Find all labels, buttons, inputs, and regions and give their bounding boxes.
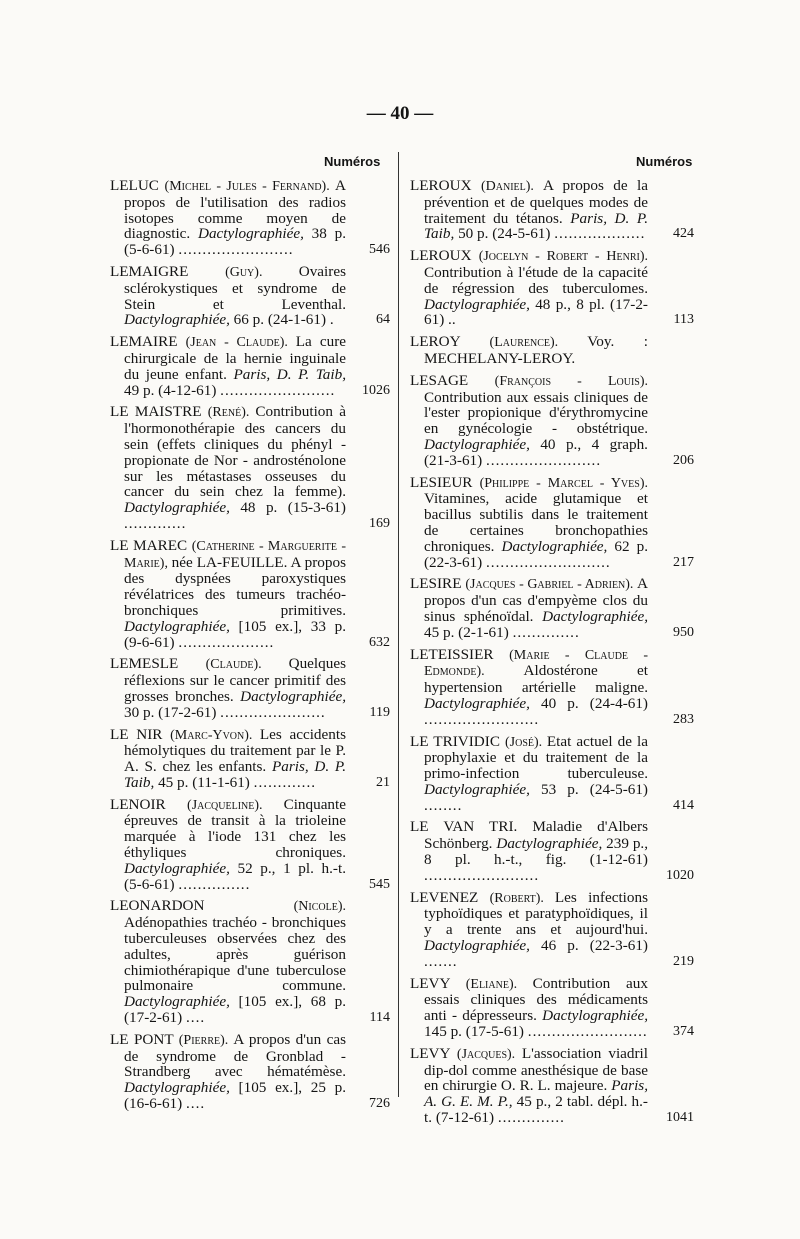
entry-number: 21	[376, 774, 390, 790]
right-column	[410, 178, 694, 1132]
thesis-title: A propos de la prévention et de quelques modes de traitement du tétanos.	[424, 177, 648, 227]
author-surname: LEMESLE	[110, 655, 206, 673]
author-given-names: (François - Louis).	[494, 373, 648, 389]
thesis-title: Adénopathies trachéo - bronchiques tuberculeuses observées chez des adultes, après guérison chimiothérapique d'une tuberculose pulmonaire commune.	[124, 914, 346, 995]
bibliography-entry	[110, 264, 390, 328]
leader-dots: ..........................	[486, 553, 611, 571]
publication-details: 49 p. (4-12-61)	[124, 381, 221, 399]
author-surname: LELUC	[110, 177, 165, 194]
publication-details: 48 p., 8 pl. (17-2-61) ..	[424, 295, 648, 329]
publication-details: 30 p. (17-2-61)	[124, 703, 221, 721]
author-given-names: (Daniel).	[481, 179, 544, 194]
author-surname: LE TRIVIDIC	[410, 732, 505, 750]
leader-dots: ....	[186, 1009, 206, 1027]
author-surname: LEONARDON	[110, 897, 294, 915]
author-given-names: (Jacques).	[456, 1046, 522, 1062]
publication-type: Dactylographiée,	[124, 1079, 239, 1097]
bibliography-entry	[110, 898, 390, 1025]
bibliography-entry	[410, 334, 694, 367]
author-surname: LEMAIRE	[110, 333, 186, 351]
entry-number: 119	[369, 704, 390, 720]
publication-details: 145 p. (17-5-61)	[424, 1023, 528, 1041]
author-given-names: (Catherine - Marguerite - Marie),	[124, 538, 346, 571]
publication-type: Paris, A. G. E. M. P.,	[424, 1077, 648, 1111]
author-surname: LESIEUR	[410, 473, 480, 491]
publication-details: 48 p. (15-3-61)	[240, 499, 346, 517]
publication-details: [105 ex.], 68 p. (17-2-61)	[124, 993, 346, 1027]
column-divider	[398, 152, 399, 1097]
entry-number: 414	[673, 797, 694, 813]
thesis-title: Ovaires sclérokystiques et syndrome de Stein et Leventhal.	[124, 262, 346, 313]
author-surname: LE VAN TRI.	[410, 818, 533, 836]
thesis-title: Contribution aux essais cliniques de l'ester propionique d'érythromycine en gynécologie - obstétrique.	[424, 388, 648, 438]
author-given-names: (Jean - Claude).	[185, 335, 296, 351]
thesis-title: Maladie d'Albers Schönberg.	[424, 818, 648, 853]
bibliography-entry	[110, 178, 390, 258]
entry-number: 113	[673, 312, 694, 328]
publication-type: Dactylographiée,	[124, 617, 239, 635]
thesis-title: A propos d'un cas de syndrome de Gronblad - Strandberg avec hématémèse.	[124, 1030, 346, 1081]
publication-type: Dactylographiée,	[124, 993, 239, 1011]
thesis-title: Contribution à l'hormonothérapie des cancers du sein (effets cliniques du phényl - propionate de Nor - androsténolone sur les métastases osseuses du cancer du sein chez la femme).	[124, 403, 346, 501]
bibliography-entry	[410, 248, 694, 328]
publication-type: Dactylographiée,	[542, 607, 648, 625]
author-given-names: (Marc-Yvon).	[170, 727, 260, 743]
entry-number: 219	[673, 953, 694, 969]
leader-dots: ....................	[178, 633, 275, 651]
thesis-title: Voy. : MECHELANY-LEROY.	[424, 333, 648, 367]
publication-type: Dactylographiée,	[424, 295, 536, 313]
author-surname: LE MAISTRE	[110, 403, 208, 421]
publication-details: [105 ex.], 25 p. (16-6-61)	[124, 1079, 346, 1113]
leader-dots: ........................	[178, 241, 294, 259]
thesis-title: A propos d'un cas d'empyème clos du sinus sphénoïdal.	[424, 575, 648, 625]
thesis-title: Quelques réflexions sur le cancer primitif des grosses bronches.	[124, 655, 346, 705]
leader-dots: ......................	[220, 703, 326, 721]
author-given-names: (René).	[207, 405, 256, 421]
bibliography-entry	[110, 334, 390, 398]
author-given-names: (Eliane).	[465, 976, 533, 992]
publication-details: 45 p., 2 tabl. dépl. h.-t. (7-12-61)	[424, 1093, 648, 1127]
thesis-title: Etat actuel de la prophylaxie et du traitement de la primo-infection tuberculeuse.	[424, 732, 648, 783]
author-given-names: (Jocelyn - Robert - Henri).	[478, 249, 648, 265]
left-column-header: Numéros	[324, 154, 381, 169]
thesis-title: Les accidents hémolytiques du traitement par le P. A. S. chez les enfants.	[124, 725, 346, 776]
author-surname: LESAGE	[410, 371, 495, 389]
thesis-title: La cure chirurgicale de la hernie inguinale du jeune enfant.	[124, 333, 346, 383]
leader-dots: .........................	[527, 1023, 648, 1041]
publication-details: 45 p. (2-1-61)	[424, 623, 513, 641]
bibliography-entry	[110, 797, 390, 893]
publication-type: Paris, D. P. Taib,	[424, 209, 649, 243]
publication-type: Paris, D. P. Taib,	[124, 758, 346, 791]
author-given-names: (Marie - Claude - Edmonde).	[424, 647, 648, 680]
bibliography-entry	[410, 1046, 694, 1126]
publication-details: 53 p. (24-5-61)	[540, 780, 648, 798]
entry-number: 424	[673, 226, 694, 242]
author-given-names: (Jacqueline).	[187, 797, 284, 813]
publication-details: 62 p. (22-3-61)	[424, 537, 649, 571]
entry-number: 726	[369, 1096, 390, 1112]
entry-number: 632	[369, 634, 390, 650]
author-surname: LENOIR	[110, 795, 188, 813]
thesis-title: Aldostérone et hypertension artérielle maligne.	[424, 662, 648, 697]
author-given-names: (Philippe - Marcel - Yves).	[479, 475, 648, 491]
publication-type: Dactylographiée,	[542, 1007, 648, 1025]
entry-number: 114	[369, 1010, 390, 1026]
thesis-title: A propos de l'utilisation des radios isotopes comme moyen de diagnostic.	[124, 177, 346, 243]
publication-details: [105 ex.], 33 p. (9-6-61)	[124, 617, 346, 651]
author-given-names: (Guy).	[225, 264, 299, 280]
bibliography-entry	[110, 656, 390, 720]
entry-number: 64	[376, 312, 390, 328]
publication-details: 52 p., 1 pl. h.-t. (5-6-61)	[124, 859, 346, 893]
entry-number: 546	[369, 242, 390, 258]
bibliography-entry	[410, 178, 694, 242]
entry-number: 206	[673, 452, 694, 468]
bibliography-entry	[410, 475, 694, 571]
entry-number: 1020	[666, 867, 694, 883]
entry-number: 1026	[362, 382, 390, 398]
bibliography-entry	[110, 727, 390, 791]
thesis-title: Contribution à l'étude de la capacité de régression des tuberculomes.	[424, 263, 648, 297]
thesis-title: Les infections typhoïdiques et paratyphoïdiques, il y a trente ans et aujourd'hui.	[424, 888, 648, 939]
entry-number: 545	[369, 876, 390, 892]
leader-dots: .............	[253, 773, 317, 791]
author-surname: LEVY	[410, 974, 466, 992]
author-surname: LE PONT	[110, 1030, 179, 1048]
publication-type: Dactylographiée,	[198, 225, 312, 243]
leader-dots: ........................	[486, 451, 602, 469]
bibliography-entry	[410, 976, 694, 1040]
publication-details: 45 p. (11-1-61)	[158, 773, 254, 791]
bibliography-entry	[410, 734, 694, 814]
bibliography-entry	[410, 890, 694, 970]
leader-dots: ...................	[554, 225, 646, 243]
leader-dots: ...............	[178, 875, 251, 893]
author-surname: LESIRE	[410, 575, 466, 593]
author-surname: LEVENEZ	[410, 888, 490, 906]
thesis-title: Vitamines, acide glutamique et bacillus subtilis dans le traitement de certaines bronchopathies chroniques.	[424, 490, 648, 555]
author-surname: LETEISSIER	[410, 645, 510, 663]
publication-type: Dactylographiée,	[124, 859, 238, 877]
author-surname: LE MAREC	[110, 536, 192, 554]
bibliography-entry	[410, 647, 694, 728]
leader-dots: ........................	[424, 866, 540, 884]
author-given-names: (Laurence).	[489, 335, 588, 351]
entry-number: 950	[673, 624, 694, 640]
leader-dots: ..............	[512, 623, 580, 641]
publication-type: Dactylographiée,	[424, 694, 541, 712]
left-column	[110, 178, 390, 1118]
bibliography-entry	[110, 1032, 390, 1112]
publication-type: Dactylographiée,	[424, 937, 541, 955]
author-surname: LEROY	[410, 333, 490, 351]
thesis-title: Cinquante épreuves de transit à la trioleine marquée à l'iode 131 chez les éthyliques chroniques.	[124, 795, 346, 862]
publication-type: Dactylographiée,	[124, 311, 234, 329]
leader-dots: ........................	[424, 710, 540, 728]
thesis-title: née LA-FEUILLE. A propos des dyspnées paroxystiques révélatrices des tumeurs trachéo-bronchiques primitives.	[124, 553, 346, 619]
entry-number: 283	[673, 711, 694, 727]
author-given-names: (Pierre).	[178, 1032, 234, 1048]
author-surname: LEROUX	[410, 177, 481, 194]
author-surname: LE NIR	[110, 725, 171, 743]
publication-type: Dactylographiée,	[501, 537, 615, 555]
publication-details: 66 p. (24-1-61) .	[233, 311, 334, 329]
bibliography-entry	[410, 819, 694, 883]
author-given-names: (José).	[504, 734, 547, 750]
bibliography-entry	[110, 538, 390, 651]
entry-number: 374	[673, 1024, 694, 1040]
publication-details: 38 p. (5-6-61)	[124, 225, 346, 259]
author-given-names: (Claude).	[205, 657, 289, 673]
entry-number: 1041	[666, 1110, 694, 1126]
publication-type: Dactylographiée,	[124, 499, 241, 517]
thesis-title: L'association viadril dip-dol comme anesthésique de base en chirurgie O. R. L. majeure.	[424, 1044, 648, 1095]
right-column-header: Numéros	[636, 154, 693, 169]
publication-details: 46 p. (22-3-61)	[540, 937, 648, 955]
publication-type: Dactylographiée,	[424, 435, 541, 453]
publication-details: 40 p., 4 graph. (21-3-61)	[424, 435, 648, 469]
author-given-names: (Nicole).	[293, 899, 346, 915]
publication-type: Paris, D. P. Taib,	[233, 365, 346, 383]
entry-number: 217	[673, 554, 694, 570]
page-number: — 40 —	[366, 103, 434, 124]
bibliography-entry	[410, 576, 694, 640]
author-given-names: (Michel - Jules - Fernand).	[164, 179, 336, 194]
leader-dots: ........................	[220, 381, 336, 399]
leader-dots: .............	[124, 514, 187, 532]
publication-details: 50 p. (24-5-61)	[458, 225, 555, 243]
publication-type: Dactylographiée,	[496, 835, 607, 853]
author-surname: LEMAIGRE	[110, 262, 226, 280]
author-surname: LEVY	[410, 1044, 457, 1062]
leader-dots: ..............	[497, 1109, 565, 1127]
publication-type: Dactylographiée,	[240, 687, 346, 705]
author-surname: LEROUX	[410, 247, 479, 265]
bibliography-entry	[110, 404, 390, 531]
leader-dots: ........	[424, 796, 463, 814]
entry-number: 169	[369, 515, 390, 531]
leader-dots: ....	[186, 1095, 206, 1113]
bibliography-entry	[410, 373, 694, 469]
author-given-names: (Robert).	[489, 890, 555, 906]
publication-details: 239 p., 8 pl. h.-t., fig. (1-12-61)	[424, 835, 648, 869]
leader-dots: .......	[424, 952, 458, 970]
publication-type: Dactylographiée,	[424, 780, 541, 798]
author-given-names: (Jacques - Gabriel - Adrien).	[465, 577, 638, 593]
thesis-title: Contribution aux essais cliniques des médicaments anti - dépresseurs.	[424, 974, 648, 1025]
publication-details: 40 p. (24-4-61)	[540, 694, 648, 712]
